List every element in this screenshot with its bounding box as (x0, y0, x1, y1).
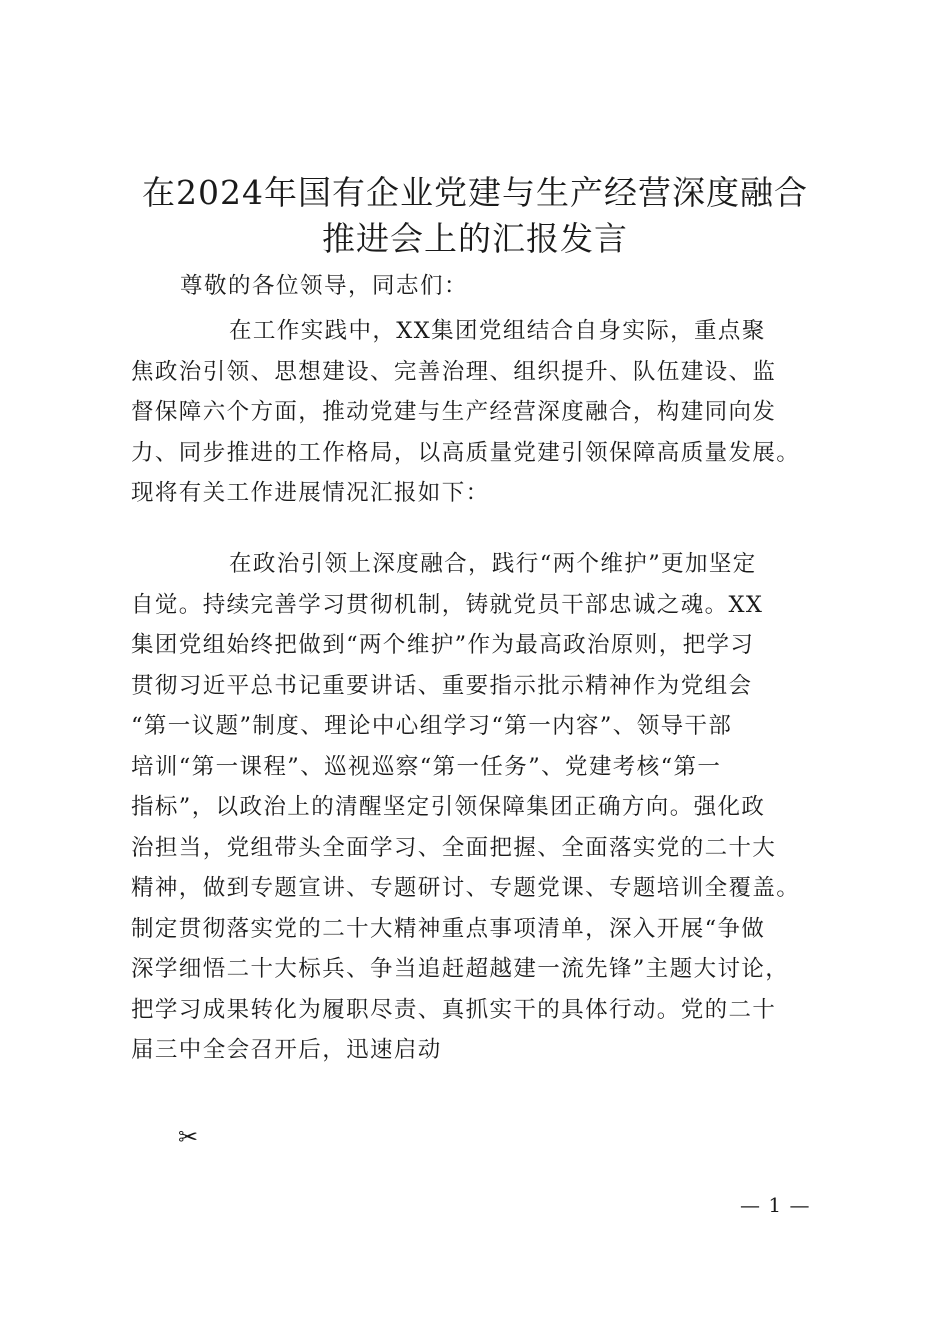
paragraph-line: 在工作实践中，XX集团党组结合自身实际，重点聚 (229, 318, 766, 344)
paragraph-line: 焦政治引领、思想建设、完善治理、组织提升、队伍建设、监 (131, 358, 777, 385)
paragraph-line: 指标”，以政治上的清醒坚定引领保障集团正确方向。强化政 (131, 794, 766, 820)
document-title-line-2: 推进会上的汇报发言 (322, 219, 628, 258)
paragraph-line: 集团党组始终把做到“两个维护”作为最高政治原则，把学习 (131, 632, 755, 658)
paragraph-line: 自觉。持续完善学习贯彻机制，铸就党员干部忠诚之魂。XX (131, 591, 764, 618)
paragraph-intro (131, 311, 831, 514)
paragraph-line: 精神，做到专题宣讲、专题研讨、专题党课、专题培训全覆盖。 (131, 875, 801, 901)
paragraph-line: 把学习成果转化为履职尽责、真抓实干的具体行动。党的二十 (131, 996, 777, 1023)
paragraph-line: 督保障六个方面，推动党建与生产经营深度融合，构建同向发 (131, 399, 777, 425)
paragraph-line: 治担当，党组带头全面学习、全面把握、全面落实党的二十大 (131, 834, 777, 861)
paragraph-line: 届三中全会召开后，迅速启动 (131, 1037, 442, 1063)
scissors-icon: ✂ (178, 1123, 199, 1151)
paragraph-line: 培训“第一课程”、巡视巡察“第一任务”、党建考核“第一 (131, 753, 722, 780)
paragraph-line: 在政治引领上深度融合，践行“两个维护”更加坚定 (229, 551, 757, 577)
paragraph-line: 现将有关工作进展情况汇报如下： (131, 480, 490, 506)
paragraph-line: 力、同步推进的工作格局，以高质量党建引领保障高质量发展。 (131, 439, 801, 466)
paragraph-line: 贯彻习近平总书记重要讲话、重要指示批示精神作为党组会 (131, 672, 753, 699)
page-number: — 1 — (740, 1193, 811, 1217)
paragraph-line: 制定贯彻落实党的二十大精神重点事项清单，深入开展“争做 (131, 915, 766, 942)
paragraph-line: 深学细悟二十大标兵、争当追赶超越建一流先锋”主题大讨论， (131, 956, 790, 982)
document-title-line-1: 在2024年国有企业党建与生产经营深度融合 (142, 173, 808, 212)
salutation: 尊敬的各位领导，同志们： (180, 273, 469, 299)
paragraph-political-leadership (131, 544, 831, 1071)
paragraph-line: “第一议题”制度、理论中心组学习“第一内容”、领导干部 (131, 713, 733, 739)
